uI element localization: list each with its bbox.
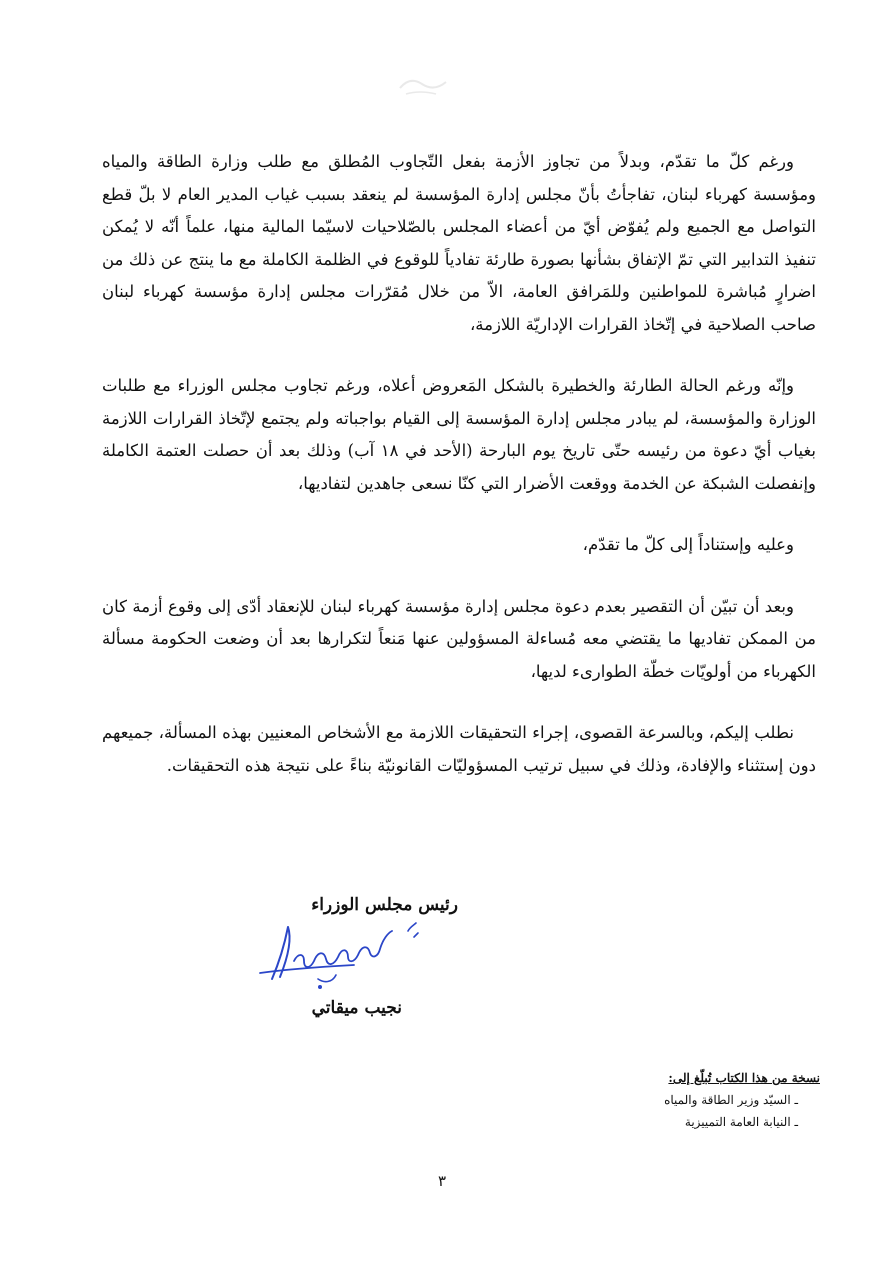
copies-to-title: نسخة من هذا الكتاب تُبلّغ إلى: <box>668 1071 820 1085</box>
copy-recipient: ـ السيّد وزير الطاقة والمياه <box>664 1093 798 1107</box>
signatory-name: نجيب ميقاتي <box>311 998 402 1018</box>
paragraph-accountability: وبعد أن تبيّن أن التقصير بعدم دعوة مجلس إدارة مؤسسة كهرباء لبنان للإنعقاد أدّى إلى وقوع أزمة كان من الممكن تفاديها ما يقتضي معه مُساءلة المسؤولين عنها مَنعاً لتكرارها بعد أن وضعت الحكومة مسألة الكهرباء من أولويّات خطّة الطوارىء لديها، <box>102 596 816 681</box>
copy-recipient: ـ النيابة العامة التمييزية <box>684 1115 798 1129</box>
paragraph-meeting-not-convened: ورغم كلّ ما تقدّم، وبدلاً من تجاوز الأزمة بفعل التّجاوب المُطلق مع طلب وزارة الطاقة والمياه ومؤسسة كهرباء لبنان، تفاجأتُ بأنّ مجلس إدارة المؤسسة لم ينعقد بسبب غياب المدير العام لا بلّ قطع التواصل مع الجميع ولم يُفوّض أيّ من أعضاء المجلس بالصّلاحيات لاسيّما المالية منها، علماً أنّه لا يُمكن تنفيذ التدابير التي تمّ الإتفاق بشأنها بصورة طارئة تفادياً للوقوع في الظلمة الكاملة مع ما ينتج عن ذلك من اضرارٍ مُباشرة للمواطنين وللمَرافق العامة، الاّ من خلال مُقرّرات مجلس إدارة مؤسسة كهرباء لبنان صاحب الصلاحية في إتّخاذ القرارات الإداريّة اللازمة، <box>102 152 816 334</box>
paragraph-accordingly: وعليه وإستناداً إلى كلّ ما تقدّم، <box>582 535 794 554</box>
faded-letterhead-mark <box>396 70 452 100</box>
paragraph-request-investigation: نطلب إليكم، وبالسرعة القصوى، إجراء التحقيقات اللازمة مع الأشخاص المعنيين بهذه المسألة، جميعهم دون إستثناء والإفادة، وذلك في سبيل ترتيب المسؤوليّات القانونيّة بناءً على نتيجة هذه التحقيقات. <box>102 723 816 775</box>
handwritten-signature <box>258 917 426 995</box>
copies-to-block <box>660 1071 820 1137</box>
signatory-title: رئيس مجلس الوزراء <box>311 895 458 915</box>
page-number: ٣ <box>437 1172 447 1190</box>
paragraph-emergency-no-action: وإنّه ورغم الحالة الطارئة والخطيرة بالشكل المَعروض أعلاه، ورغم تجاوب مجلس الوزراء مع طلبات الوزارة والمؤسسة، لم يبادر مجلس إدارة المؤسسة إلى القيام بواجباته ولم يجتمع لإتّخاذ القرارات اللازمة بغياب أيّ دعوة من رئيسه حتّى تاريخ يوم البارحة (الأحد في ١٨ آب) وذلك بعد أن حصلت العتمة الكاملة وإنفصلت الشبكة عن الخدمة ووقعت الأضرار التي كنّا نسعى جاهدين لتفاديها، <box>102 376 816 493</box>
letter-body <box>102 146 816 782</box>
